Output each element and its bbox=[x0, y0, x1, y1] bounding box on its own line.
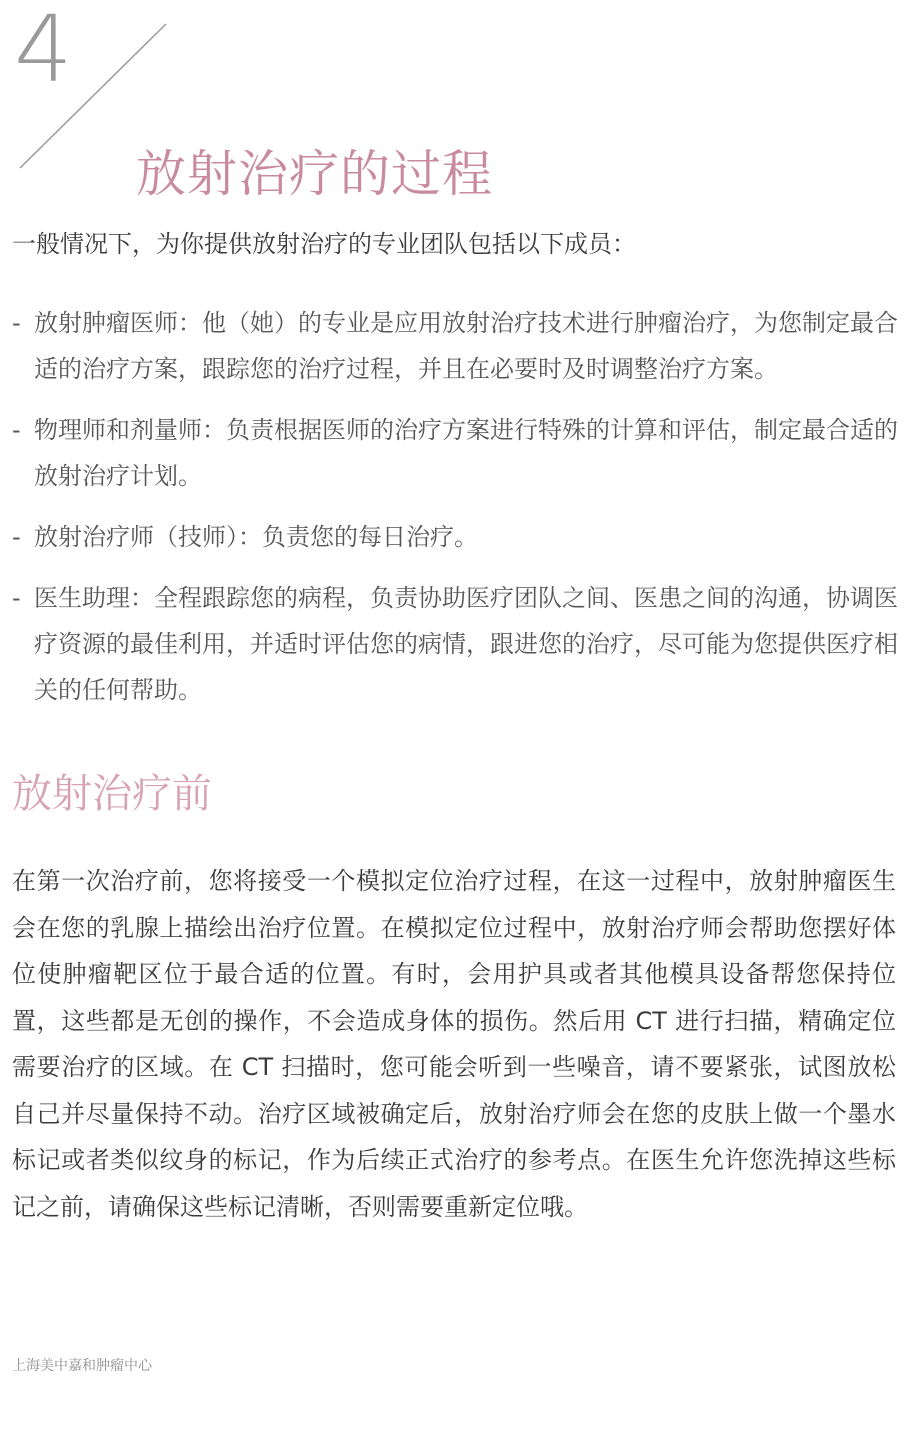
list-item-text: 物理师和剂量师：负责根据医师的治疗方案进行特殊的计算和评估，制定最合适的放射治疗计划。 bbox=[34, 416, 898, 490]
team-member-list bbox=[12, 300, 898, 728]
list-dash: - bbox=[12, 309, 21, 337]
list-dash: - bbox=[12, 523, 21, 551]
list-item bbox=[12, 514, 898, 560]
list-item bbox=[12, 300, 898, 392]
list-item bbox=[12, 407, 898, 499]
list-dash: - bbox=[12, 584, 21, 612]
chapter-number: 4 bbox=[14, 0, 73, 103]
list-item-text: 医生助理：全程跟踪您的病程，负责协助医疗团队之间、医患之间的沟通，协调医疗资源的最佳利用，并适时评估您的病情，跟进您的治疗，尽可能为您提供医疗相关的任何帮助。 bbox=[34, 584, 898, 704]
list-dash: - bbox=[12, 416, 21, 444]
page-title: 放射治疗的过程 bbox=[136, 144, 493, 203]
section-title: 放射治疗前 bbox=[12, 771, 212, 817]
list-item-text: 放射肿瘤医师：他（她）的专业是应用放射治疗技术进行肿瘤治疗，为您制定最合适的治疗方案，跟踪您的治疗过程，并且在必要时及时调整治疗方案。 bbox=[34, 309, 898, 383]
section-paragraph: 在第一次治疗前，您将接受一个模拟定位治疗过程，在这一过程中，放射肿瘤医生会在您的乳腺上描绘出治疗位置。在模拟定位过程中，放射治疗师会帮助您摆好体位使肿瘤靶区位于最合适的位置。有时，会用护具或者其他模具设备帮您保持位置，这些都是无创的操作，不会造成身体的损伤。然后用 CT 进行扫描，精确定位需要治疗的区域。在 CT 扫描时，您可能会听到一些噪音，请不要紧张，试图放松自己并尽量保持不动。治疗区域被确定后，放射治疗师会在您的皮肤上做一个墨水标记或者类似纹身的标记，作为后续正式治疗的参考点。在医生允许您洗掉这些标记之前，请确保这些标记清晰，否则需要重新定位哦。 bbox=[12, 867, 896, 1221]
source-credit: 上海美中嘉和肿瘤中心 bbox=[12, 1358, 152, 1374]
list-item-text: 放射治疗师（技师）：负责您的每日治疗。 bbox=[34, 523, 478, 551]
list-item bbox=[12, 575, 898, 713]
chapter-header bbox=[0, 0, 904, 203]
intro-text: 一般情况下，为你提供放射治疗的专业团队包括以下成员： bbox=[12, 230, 636, 258]
